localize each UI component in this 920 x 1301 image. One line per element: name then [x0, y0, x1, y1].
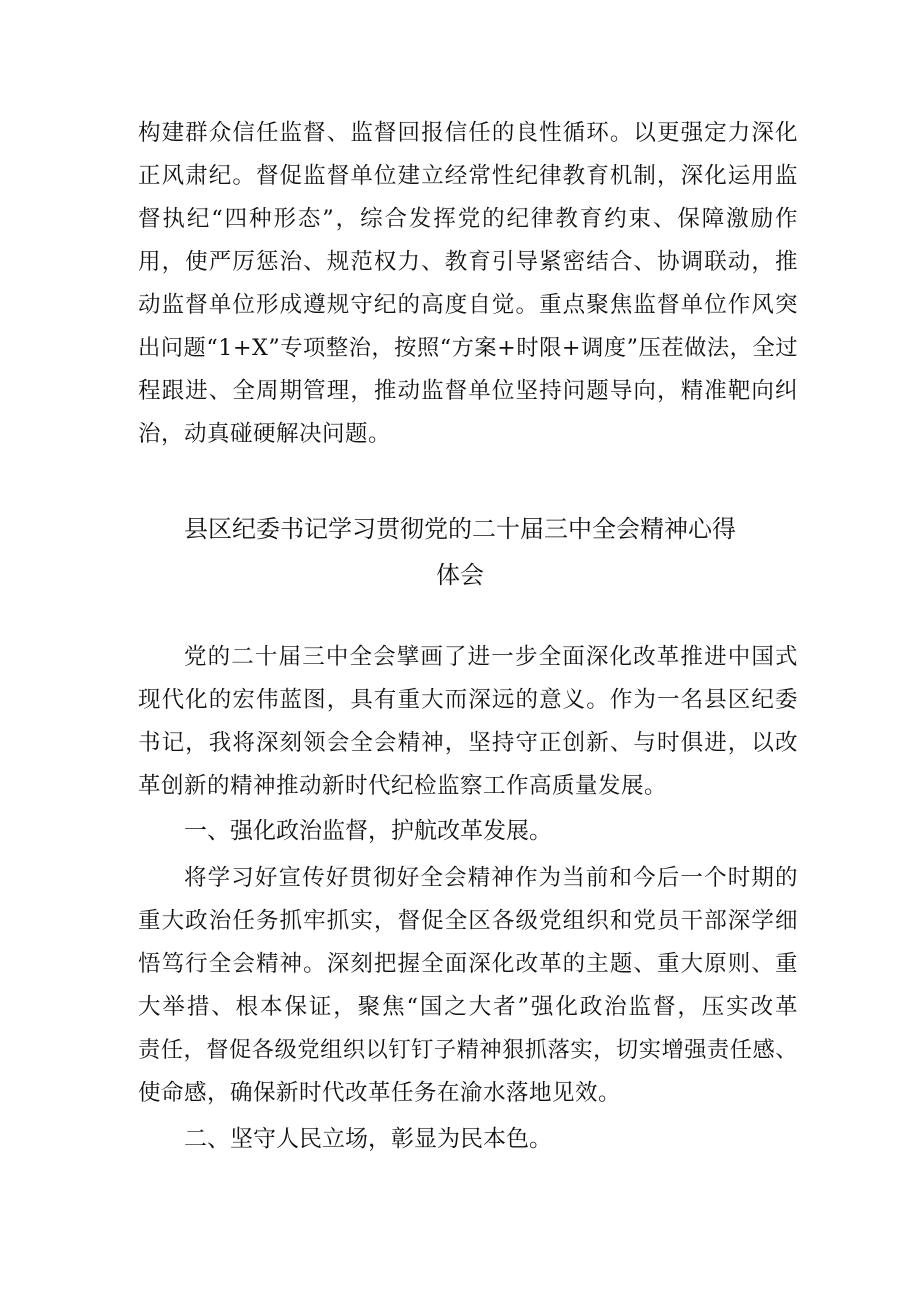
paragraph-line: 出问题“1+X”专项整治，按照“方案+时限+调度”压茬做法，全过: [138, 335, 798, 361]
paragraph-line: 悟笃行全会精神。深刻把握全面深化改革的主题、重大原则、重: [138, 951, 798, 977]
section-heading-1: 一、强化政治监督，护航改革发展。: [184, 818, 552, 844]
paragraph-line: 使命感，确保新时代改革任务在渝水落地见效。: [138, 1080, 622, 1106]
paragraph-line: 现代化的宏伟蓝图，具有重大而深远的意义。作为一名县区纪委: [138, 687, 798, 713]
paragraph-line: 大举措、根本保证，聚焦“国之大者”强化政治监督，压实改革: [138, 994, 798, 1020]
section-heading-2: 二、坚守人民立场，彰显为民本色。: [184, 1126, 552, 1152]
paragraph-line: 程跟进、全周期管理，推动监督单位坚持问题导向，精准靶向纠: [138, 378, 798, 404]
paragraph-line: 正风肃纪。督促监督单位建立经常性纪律教育机制，深化运用监: [138, 163, 798, 189]
paragraph-line: 重大政治任务抓牢抓实，督促全区各级党组织和党员干部深学细: [138, 908, 798, 934]
paragraph-line: 督执纪“四种形态”，综合发挥党的纪律教育约束、保障激励作: [138, 206, 798, 232]
paragraph-line: 书记，我将深刻领会全会精神，坚持守正创新、与时俱进，以改: [138, 730, 798, 756]
title-line-1: 县区纪委书记学习贯彻党的二十届三中全会精神心得: [184, 515, 736, 543]
paragraph-line: 责任，督促各级党组织以钉钉子精神狠抓落实，切实增强责任感、: [138, 1037, 798, 1063]
paragraph-line: 动监督单位形成遵规守纪的高度自觉。重点聚焦监督单位作风突: [138, 292, 798, 318]
title-line-2: 体会: [436, 561, 484, 589]
paragraph-line: 用，使严厉惩治、规范权力、教育引导紧密结合、协调联动，推: [138, 249, 798, 275]
paragraph-line: 治，动真碰硬解决问题。: [138, 421, 392, 447]
paragraph-line: 构建群众信任监督、监督回报信任的良性循环。以更强定力深化: [138, 120, 798, 146]
paragraph-line: 革创新的精神推动新时代纪检监察工作高质量发展。: [138, 773, 668, 799]
paragraph-line: 将学习好宣传好贯彻好全会精神作为当前和今后一个时期的: [184, 865, 798, 891]
paragraph-line: 党的二十届三中全会擘画了进一步全面深化改革推进中国式: [184, 644, 798, 670]
